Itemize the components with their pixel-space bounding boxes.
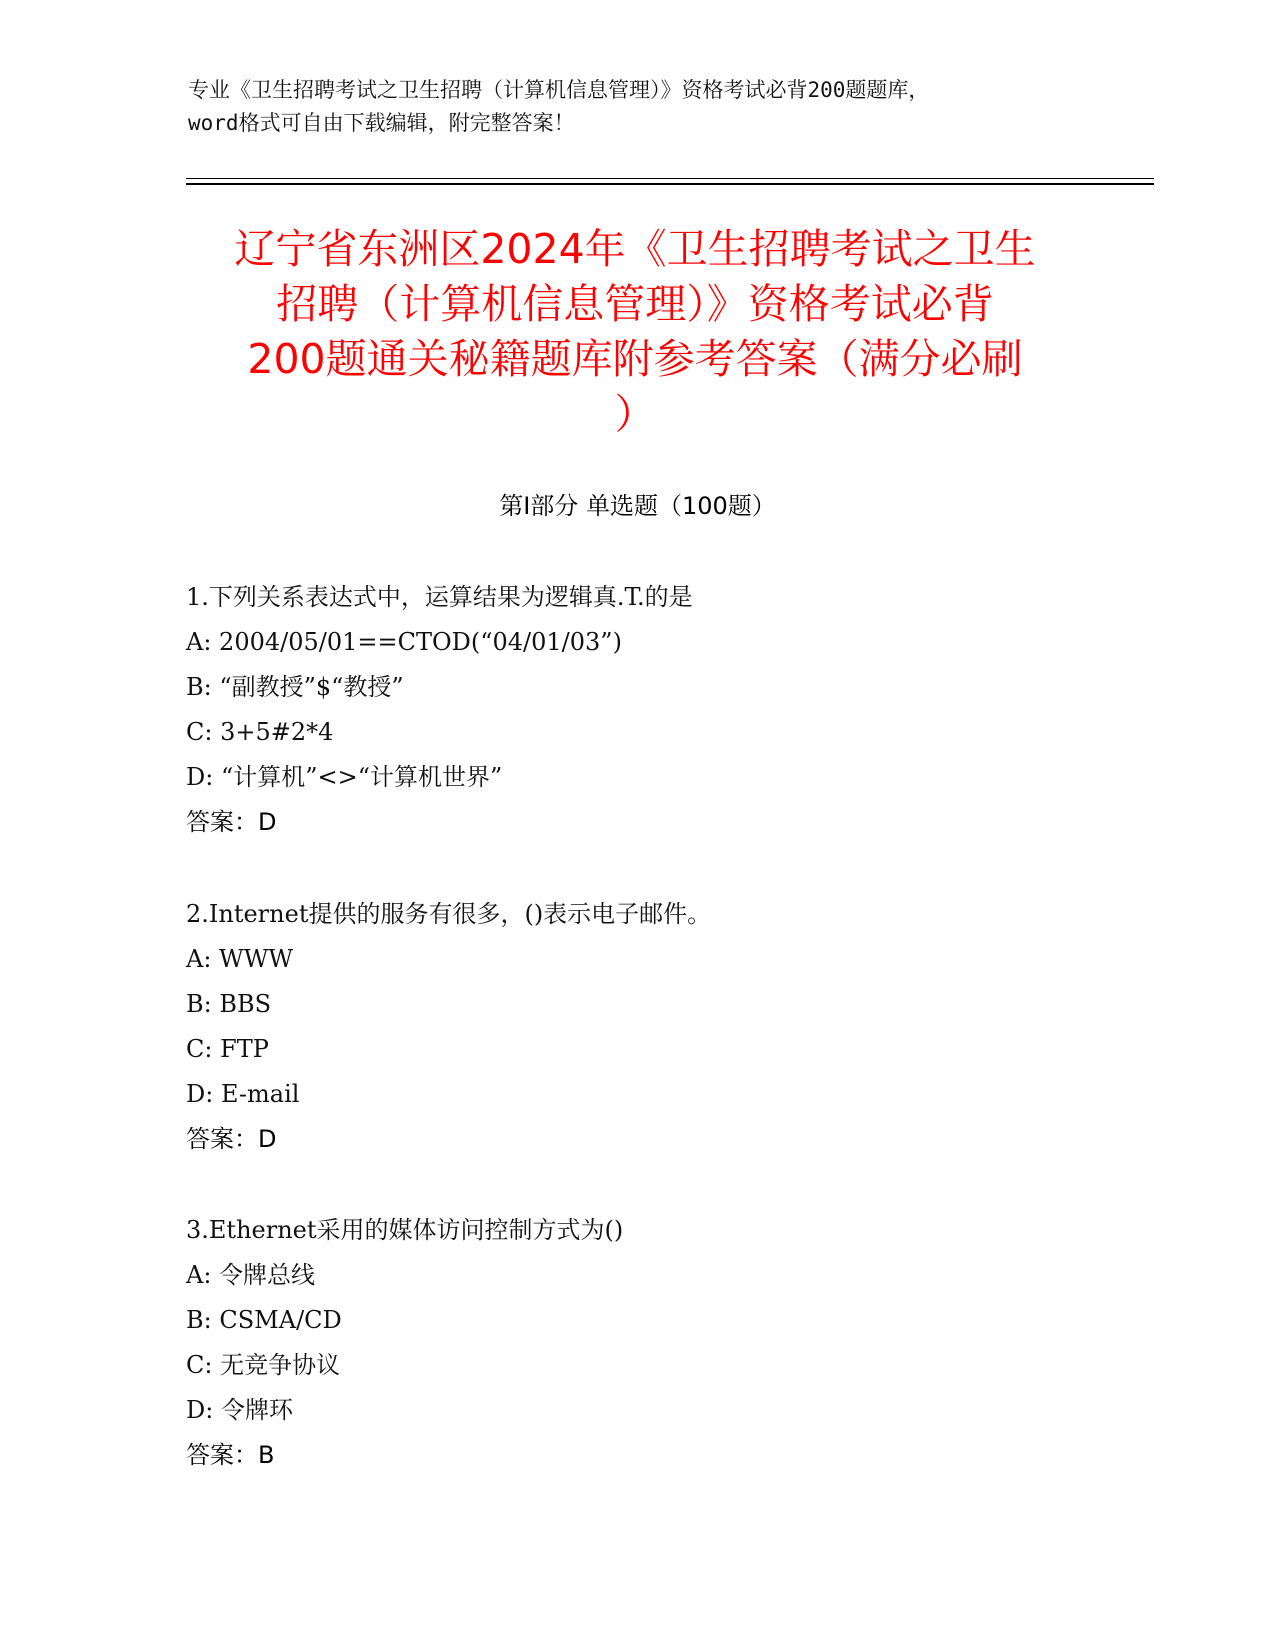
option-a: A: 令牌总线 xyxy=(186,1261,316,1289)
header-divider-top xyxy=(186,178,1154,179)
option-b: B: “副教授”$“教授” xyxy=(186,673,404,701)
question-3 xyxy=(186,1208,1136,1478)
answer: 答案：D xyxy=(186,808,277,836)
title-line-4: ） xyxy=(614,390,656,438)
section-heading: 第Ⅰ部分 单选题（100题） xyxy=(499,492,776,520)
question-stem: 2.Internet提供的服务有很多，()表示电子邮件。 xyxy=(186,900,712,928)
option-d: D: 令牌环 xyxy=(186,1396,293,1424)
answer: 答案：B xyxy=(186,1441,275,1469)
answer: 答案：D xyxy=(186,1125,277,1153)
option-d: D: E-mail xyxy=(186,1080,300,1108)
option-c: C: FTP xyxy=(186,1035,269,1063)
header-note-line-2: word格式可自由下载编辑，附完整答案！ xyxy=(188,111,575,135)
option-a: A: 2004/05/01==CTOD(“04/01/03”) xyxy=(186,628,622,656)
question-stem: 3.Ethernet采用的媒体访问控制方式为() xyxy=(186,1216,624,1244)
document-title xyxy=(180,222,1090,442)
option-d: D: “计算机”<>“计算机世界” xyxy=(186,763,503,791)
header-note xyxy=(188,74,1088,140)
title-line-1: 辽宁省东洲区2024年《卫生招聘考试之卫生 xyxy=(234,225,1036,273)
question-stem: 1.下列关系表达式中，运算结果为逻辑真.T.的是 xyxy=(186,583,693,611)
question-2 xyxy=(186,892,1136,1162)
option-c: C: 3+5#2*4 xyxy=(186,718,334,746)
option-c: C: 无竞争协议 xyxy=(186,1351,341,1379)
title-line-2: 招聘（计算机信息管理）》资格考试必背 xyxy=(276,280,994,328)
option-a: A: WWW xyxy=(186,945,294,973)
header-divider-bottom xyxy=(186,183,1154,185)
header-note-line-1: 专业《卫生招聘考试之卫生招聘（计算机信息管理）》资格考试必背200题题库， xyxy=(188,78,930,102)
question-1 xyxy=(186,575,1136,845)
option-b: B: BBS xyxy=(186,990,272,1018)
option-b: B: CSMA/CD xyxy=(186,1306,342,1334)
title-line-3: 200题通关秘籍题库附参考答案（满分必刷 xyxy=(247,335,1023,383)
